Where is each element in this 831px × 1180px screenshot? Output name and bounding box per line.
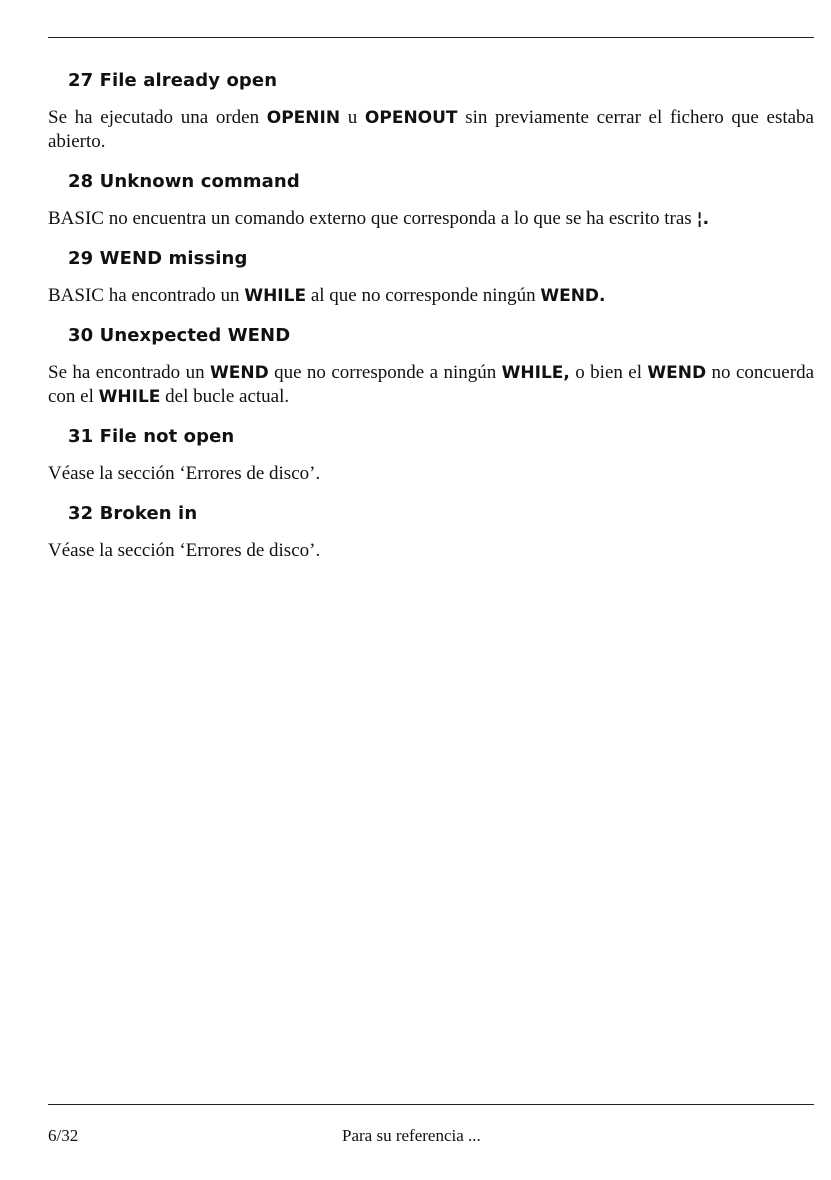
page-number: 6/32 (48, 1126, 79, 1145)
error-description (48, 462, 814, 486)
text-run: Se ha ejecutado una orden (48, 107, 267, 128)
text-run: Véase la sección ‘Errores de disco’. (48, 540, 321, 561)
text-run: no concuerda con el (48, 362, 815, 407)
text-run: o bien el (569, 362, 648, 383)
keyword: WEND (209, 363, 269, 383)
error-heading: 29 WEND missing (68, 248, 248, 269)
text-run: sin previamente cerrar el fichero que estaba abierto. (48, 107, 814, 152)
keyword: WHILE (244, 286, 307, 306)
running-title: Para su referencia ... (342, 1126, 481, 1145)
text-run: que no corresponde a ningún (268, 362, 502, 383)
text-run: Véase la sección ‘Errores de disco’. (48, 463, 321, 484)
error-heading: 28 Unknown command (68, 171, 300, 192)
keyword: OPENOUT (364, 108, 458, 128)
keyword: WHILE, (501, 363, 570, 383)
error-list (48, 66, 814, 576)
keyword: WHILE (98, 387, 161, 407)
error-description (48, 207, 814, 231)
text-run: BASIC no encuentra un comando externo que corresponda a lo que se ha escrito tras (48, 208, 697, 229)
keyword: WEND. (540, 286, 606, 306)
keyword: OPENIN (266, 108, 341, 128)
bottom-rule (48, 1104, 814, 1105)
error-heading: 31 File not open (68, 426, 235, 447)
error-description (48, 106, 814, 154)
error-description (48, 539, 814, 563)
error-description (48, 284, 814, 308)
error-heading: 30 Unexpected WEND (68, 325, 291, 346)
keyword: ¦. (696, 209, 710, 229)
error-heading: 27 File already open (68, 70, 278, 91)
error-description (48, 361, 814, 409)
text-run: al que no corresponde ningún (306, 285, 541, 306)
keyword: WEND (647, 363, 707, 383)
text-run: Se ha encontrado un (48, 362, 210, 383)
error-heading: 32 Broken in (68, 503, 198, 524)
text-run: u (340, 107, 365, 128)
text-run: del bucle actual. (160, 386, 290, 407)
text-run: BASIC ha encontrado un (48, 285, 245, 306)
top-rule (48, 37, 814, 38)
